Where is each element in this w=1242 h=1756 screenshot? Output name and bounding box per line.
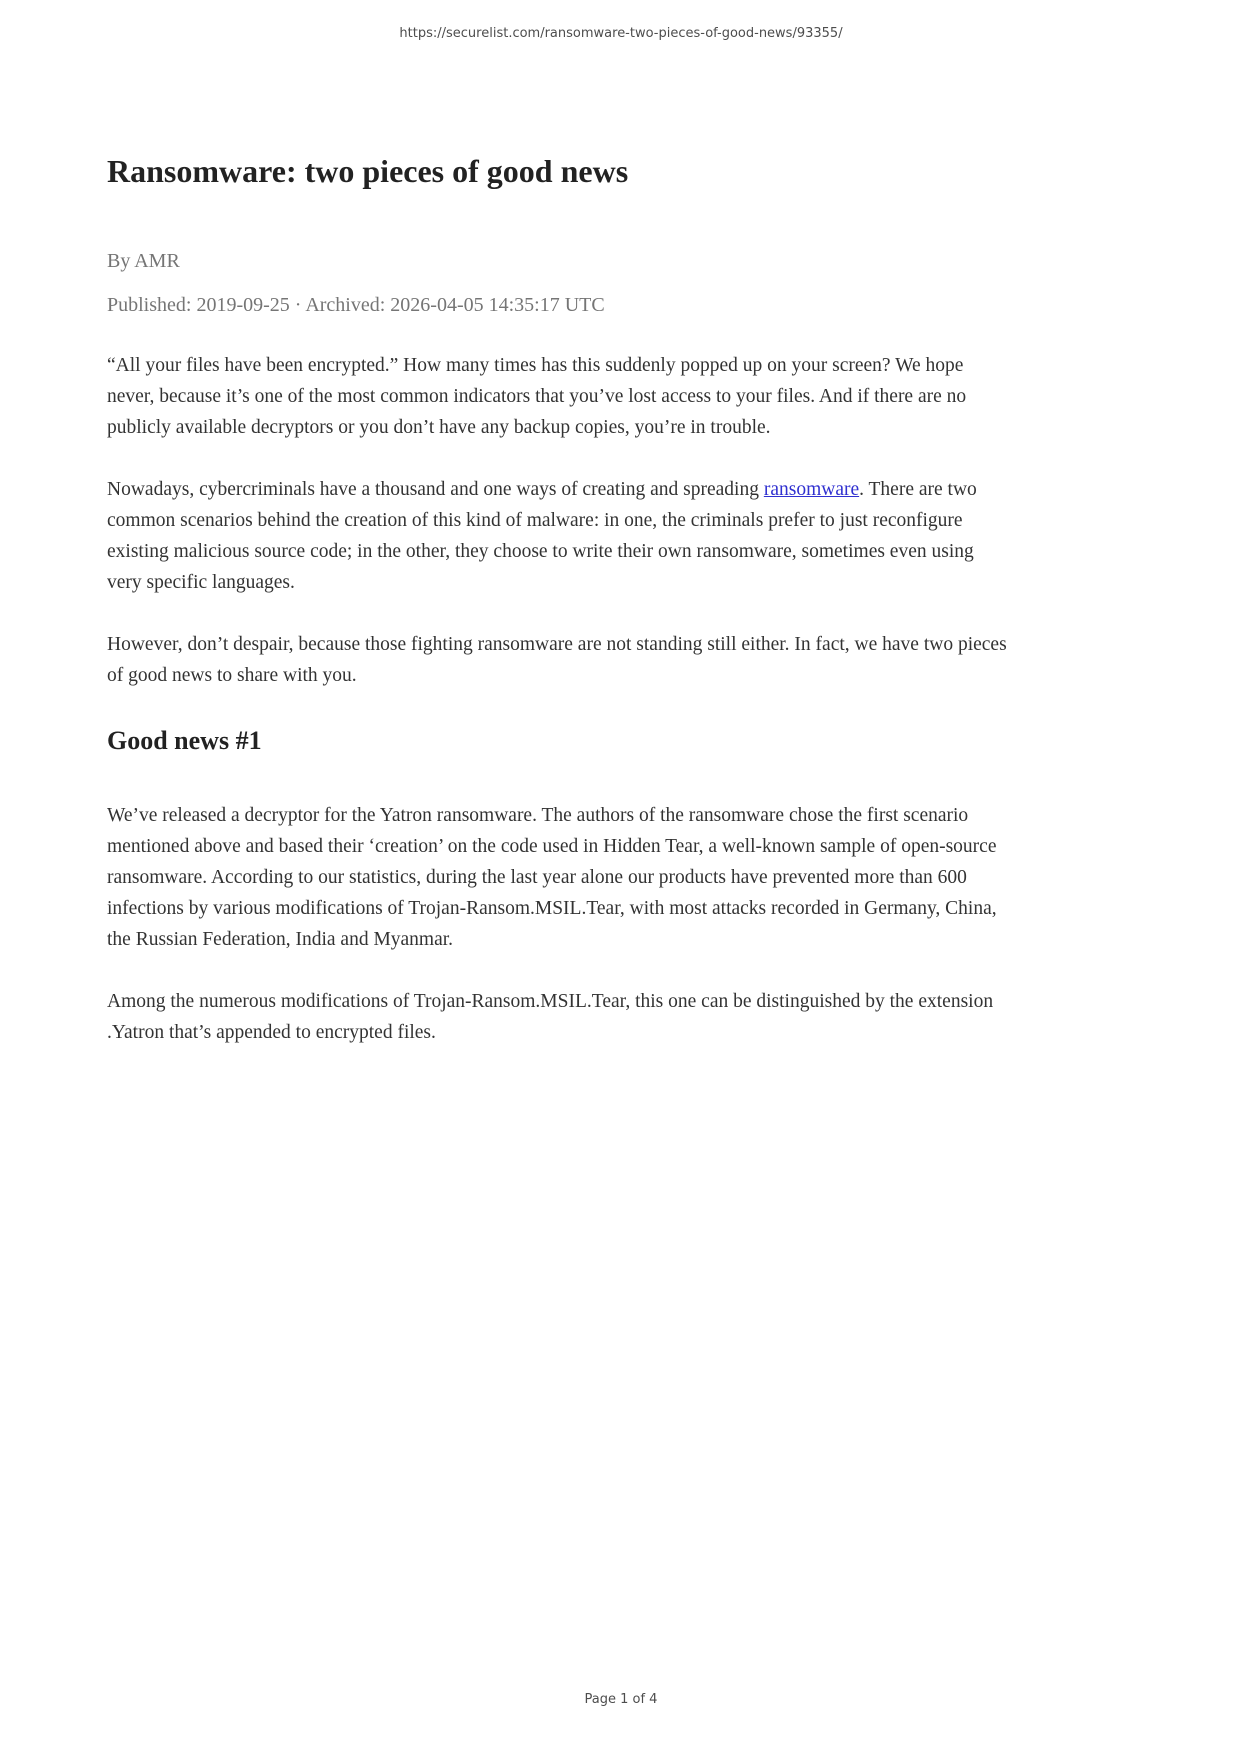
article-paragraph-4: We’ve released a decryptor for the Yatron ransomware. The authors of the ransomware chose the first scenario mentioned above and based their ‘creation’ on the code used in Hidden Tear, a well-known sample of open-source ransomware. According to our statistics, during the last year alone our products have prevented more than 600 infections by various modifications of Trojan-Ransom.MSIL.Tear, with most attacks recorded in Germany, China, the Russian Federation, India and Myanmar. [107,805,997,951]
article-content [107,152,1007,1079]
paragraph-2-text-before-link: Nowadays, cybercriminals have a thousand and one ways of creating and spreading [107,479,764,501]
article-paragraph-3: However, don’t despair, because those fighting ransomware are not standing still either. In fact, we have two pieces of good news to share with you. [107,634,1007,687]
ransomware-link[interactable]: ransomware [763,479,860,501]
article-paragraph-5: Among the numerous modifications of Trojan-Ransom.MSIL.Tear, this one can be distinguished by the extension .Yatron that’s appended to encrypted files. [107,991,994,1044]
page-number: Page 1 of 4 [584,1692,658,1707]
article-paragraph-2 [107,474,1007,598]
article-meta: Published: 2019-09-25 · Archived: 2026-04-05 14:35:17 UTC [107,294,605,317]
print-header-url: https://securelist.com/ransomware-two-pieces-of-good-news/93355/ [399,26,843,41]
paragraph-2-text-after-link: . There are two common scenarios behind the creation of this kind of malware: in one, the criminals prefer to just reconfigure existing malicious source code; in the other, they choose to write their own ransomware, sometimes even using very specific languages. [107,479,977,594]
page-title: Ransomware: two pieces of good news [107,153,629,189]
section-heading-good-news-1: Good news #1 [107,726,262,756]
article-paragraph-1: “All your files have been encrypted.” How many times has this suddenly popped up on your screen? We hope never, because it’s one of the most common indicators that you’ve lost access to your files. And if there are no publicly available decryptors or you don’t have any backup copies, you’re in trouble. [107,355,967,439]
article-byline: By AMR [107,250,180,273]
